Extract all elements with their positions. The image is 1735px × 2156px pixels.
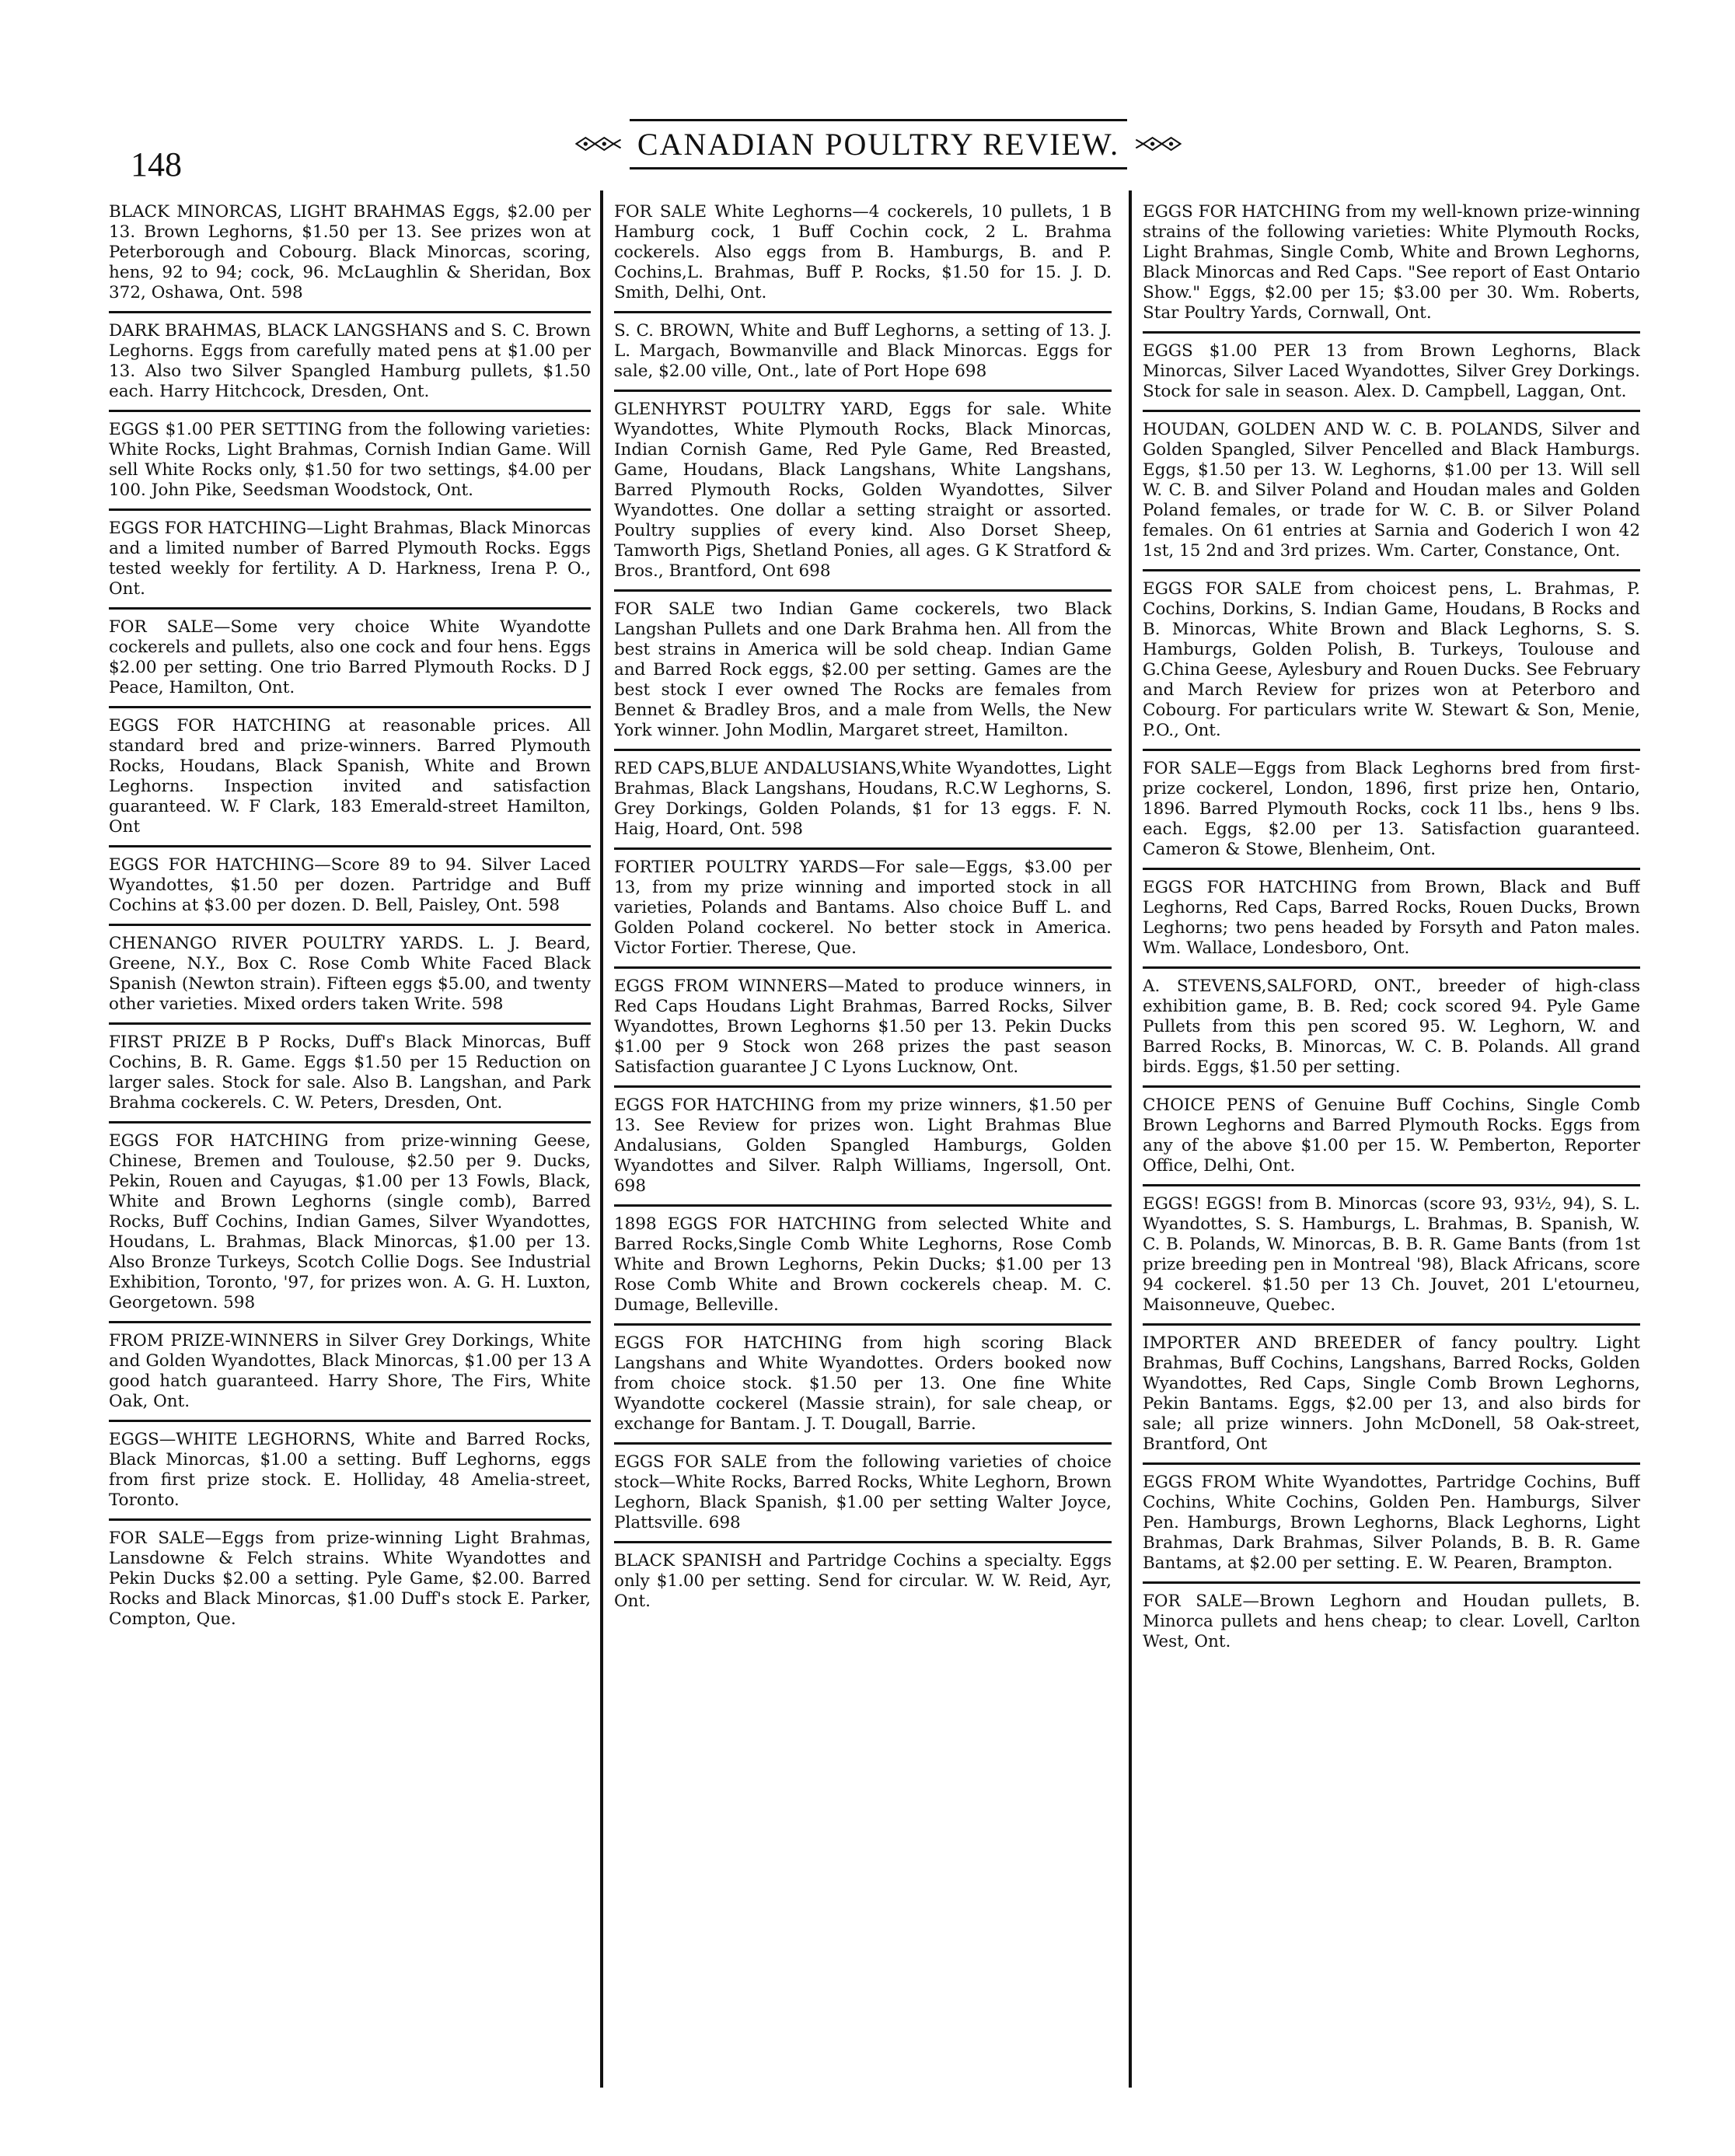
classified-ad: 1898 EGGS FOR HATCHING from selected White and Barred Rocks,Single Comb White Leghorns, Rose Comb White and Brown Leghorns, Pekin Ducks; $1.00 per 13 Rose Comb White and Brown cockerels cheap. M. C. Dumage, Belleville. [614,1207,1112,1326]
classified-ad: FOR SALE—Eggs from Black Leghorns bred from first-prize cockerel, London, 1896, first prize hen, Ontario, 1896. Barred Plymouth Rocks, cock 11 lbs., hens 9 lbs. each. Eggs, $2.00 per 13. Satisfaction guaranteed. Cameron & Stowe, Blenheim, Ont. [1143,751,1640,870]
classified-ad: DARK BRAHMAS, BLACK LANGSHANS and S. C. Brown Leghorns. Eggs from carefully mated pens at $1.00 per 13. Also two Silver Spangled Hamburg pullets, $1.50 each. Harry Hitchcock, Dresden, Ont. [109,313,591,412]
classified-ad: EGGS—WHITE LEGHORNS, White and Barred Rocks, Black Minorcas, $1.00 a setting. Buff Leghorns, eggs from first prize stock. E. Holliday, 48 Amelia-street, Toronto. [109,1422,591,1521]
column-divider [1129,190,1132,2088]
classified-ad: EGGS FOR HATCHING at reasonable prices. All standard bred and prize-winners. Barred Plymouth Rocks, Houdans, Black Spanish, White and Brown Leghorns. Inspection invited and satisfaction guaranteed. W. F Clark, 183 Emerald-street Hamilton, Ont [109,708,591,847]
classified-ad: S. C. BROWN, White and Buff Leghorns, a setting of 13. J. L. Margach, Bowmanville and Black Minorcas. Eggs for sale, $2.00 ville, Ont., late of Port Hope 698 [614,313,1112,392]
classified-ad: EGGS FOR SALE from the following varieties of choice stock—White Rocks, Barred Rocks, White Leghorn, Brown Leghorn, Black Spanish, $1.00 per setting Walter Joyce, Plattsville. 698 [614,1445,1112,1543]
classified-ad: EGGS FOR HATCHING—Light Brahmas, Black Minorcas and a limited number of Barred Plymouth Rocks. Eggs tested weekly for fertility. A D. Harkness, Irena P. O., Ont. [109,511,591,610]
classified-ad: BLACK SPANISH and Partridge Cochins a specialty. Eggs only $1.00 per setting. Send for circular. W. W. Reid, Ayr, Ont. [614,1551,1112,1611]
classified-ad: EGGS FOR HATCHING from my well-known prize-winning strains of the following varieties: White Plymouth Rocks, Light Brahmas, Single Comb, White and Brown Leghorns, Black Minorcas and Red Caps. "See report of East Ontario Show." Eggs, $2.00 per 15; $3.00 per 30. Wm. Roberts, Star Poultry Yards, Cornwall, Ont. [1143,194,1640,334]
classified-ad: EGGS FOR HATCHING from high scoring Black Langshans and White Wyandottes. Orders booked now from choice stock. $1.50 per 13. One fine White Wyandotte cockerel (Massie strain), for sale cheap, or exchange for Bantam. J. T. Dougall, Barrie. [614,1326,1112,1445]
classified-ad: EGGS FROM White Wyandottes, Partridge Cochins, Buff Cochins, White Cochins, Golden Pen. Hamburgs, Silver Pen. Hamburgs, Brown Leghorns, Black Leghorns, Light Brahmas, Dark Brahmas, Silver Polands, B. B. R. Game Bantams, at $2.00 per setting. E. W. Pearen, Brampton. [1143,1465,1640,1584]
classified-ad: GLENHYRST POULTRY YARD, Eggs for sale. White Wyandottes, White Plymouth Rocks, Black Minorcas, Indian Cornish Game, Red Pyle Game, Red Breasted, Game, Houdans, Black Langshans, White Langshans, Barred Plymouth Rocks, Golden Wyandottes, Silver Wyandottes. One dollar a setting straight or assorted. Poultry supplies of every kind. Also Dorset Sheep, Tamworth Pigs, Shetland Ponies, all ages. G K Stratford & Bros., Brantford, Ont 698 [614,392,1112,592]
column-2 [614,194,1112,2109]
masthead-title: CANADIAN POULTRY REVIEW. [630,119,1127,169]
classified-ad: EGGS $1.00 PER SETTING from the following varieties: White Rocks, Light Brahmas, Cornish Indian Game. Will sell White Rocks only, $1.50 for two settings, $4.00 per 100. John Pike, Seedsman Woodstock, Ont. [109,412,591,511]
classified-ad: FOR SALE—Brown Leghorn and Houdan pullets, B. Minorca pullets and hens cheap; to clear. Lovell, Carlton West, Ont. [1143,1592,1640,1651]
classified-ad: EGGS FOR HATCHING from prize-winning Geese, Chinese, Bremen and Toulouse, $2.50 per 9. Ducks, Pekin, Rouen and Cayugas, $1.00 per 13 Fowls, Black, White and Brown Leghorns (single comb), Barred Rocks, Buff Cochins, Indian Games, Silver Wyandottes, Houdans, L. Brahmas, Black Minorcas, $1.00 per 13. Also Bronze Turkeys, Scotch Collie Dogs. See Industrial Exhibition, Toronto, '97, for prizes won. A. G. H. Luxton, Georgetown. 598 [109,1123,591,1323]
page-number: 148 [131,145,182,183]
classified-ad: FOR SALE—Eggs from prize-winning Light Brahmas, Lansdowne & Felch strains. White Wyandottes and Pekin Ducks $2.00 a setting. Pyle Game, $2.00. Barred Rocks and Black Minorcas, $1.00 Duff's stock E. Parker, Compton, Que. [109,1529,591,1629]
classified-ad: EGGS FOR HATCHING—Score 89 to 94. Silver Laced Wyandottes, $1.50 per dozen. Partridge and Buff Cochins at $3.00 per dozen. D. Bell, Paisley, Ont. 598 [109,847,591,926]
masthead [575,109,1182,179]
classified-ad: CHENANGO RIVER POULTRY YARDS. L. J. Beard, Greene, N.Y., Box C. Rose Comb White Faced Black Spanish (Newton strain). Fifteen eggs $5.00, and twenty other varieties. Mixed orders taken Write. 598 [109,926,591,1025]
classified-ad: IMPORTER AND BREEDER of fancy poultry. Light Brahmas, Buff Cochins, Langshans, Barred Rocks, Golden Wyandottes, Red Caps, Single Comb Brown Leghorns, Pekin Bantams. Eggs, $2.00 per 13, and also birds for sale; all prize winners. John McDonell, 58 Oak-street, Brantford, Ont [1143,1326,1640,1465]
classified-ad: FOR SALE—Some very choice White Wyandotte cockerels and pullets, also one cock and four hens. Eggs $2.00 per setting. One trio Barred Plymouth Rocks. D J Peace, Hamilton, Ont. [109,610,591,708]
classified-ad: EGGS $1.00 PER 13 from Brown Leghorns, Black Minorcas, Silver Laced Wyandottes, Silver Grey Dorkings. Stock for sale in season. Alex. D. Campbell, Laggan, Ont. [1143,334,1640,412]
classified-ad: CHOICE PENS of Genuine Buff Cochins, Single Comb Brown Leghorns and Barred Plymouth Rocks. Eggs from any of the above $1.00 per 15. W. Pemberton, Reporter Office, Delhi, Ont. [1143,1088,1640,1186]
classified-ad: A. STEVENS,SALFORD, ONT., breeder of high-class exhibition game, B. B. Red; cock scored 94. Pyle Game Pullets from this pen scored 95. W. Leghorn, W. and Barred Rocks, B. Minorcas, W. C. B. Polands. All grand birds. Eggs, $1.50 per setting. [1143,969,1640,1088]
classified-ad: RED CAPS,BLUE ANDALUSIANS,White Wyandottes, Light Brahmas, Black Langshans, Houdans, R.C.W Leghorns, S. Grey Dorkings, Golden Polands, $1 for 13 eggs. F. N. Haig, Hoard, Ont. 598 [614,751,1112,850]
classified-ad: FIRST PRIZE B P Rocks, Duff's Black Minorcas, Buff Cochins, B. R. Game. Eggs $1.50 per 15 Reduction on larger sales. Stock for sale. Also B. Langshan, and Park Brahma cockerels. C. W. Peters, Dresden, Ont. [109,1025,591,1123]
classified-ad: BLACK MINORCAS, LIGHT BRAHMAS Eggs, $2.00 per 13. Brown Leghorns, $1.50 per 13. See prizes won at Peterborough and Cobourg. Black Minorcas, scoring, hens, 92 to 94; cock, 96. McLaughlin & Sheridan, Box 372, Oshawa, Ont. 598 [109,194,591,313]
classified-ad: EGGS FROM WINNERS—Mated to produce winners, in Red Caps Houdans Light Brahmas, Barred Rocks, Silver Wyandottes, Brown Leghorns $1.50 per 13. Pekin Ducks $1.00 per 9 Stock won 268 prizes the past season Satisfaction guarantee J C Lyons Lucknow, Ont. [614,969,1112,1088]
right-ornament-icon [1135,128,1182,159]
classified-ad: FOR SALE White Leghorns—4 cockerels, 10 pullets, 1 B Hamburg cock, 1 Buff Cochin cock, 2 L. Brahma cockerels. Also eggs from B. Hamburgs, B. and P. Cochins,L. Brahmas, Buff P. Rocks, $1.50 for 15. J. D. Smith, Delhi, Ont. [614,194,1112,313]
column-1 [109,194,591,2109]
column-3 [1143,194,1640,2109]
classified-ad: FOR SALE two Indian Game cockerels, two Black Langshan Pullets and one Dark Brahma hen. All from the best strains in America will be sold cheap. Indian Game and Barred Rock eggs, $2.00 per setting. Games are the best stock I ever owned The Rocks are females from Bennet & Bradley Bros, and a male from Wells, the New York winner. John Modlin, Margaret street, Hamilton. [614,592,1112,751]
classified-ad: FORTIER POULTRY YARDS—For sale—Eggs, $3.00 per 13, from my prize winning and imported stock in all varieties, Polands and Bantams. Also choice Buff L. and Golden Poland cockerel. No better stock in America. Victor Fortier. Therese, Que. [614,850,1112,969]
classified-ad: EGGS! EGGS! from B. Minorcas (score 93, 93½, 94), S. L. Wyandottes, S. S. Hamburgs, L. Brahmas, B. Spanish, W. C. B. Polands, W. Minorcas, B. B. R. Game Bants (from 1st prize breeding pen in Montreal '98), Black Africans, score 94 cockerel. $1.50 per 13 Ch. Jouvet, 201 L'etourneu, Maisonneuve, Quebec. [1143,1186,1640,1326]
column-divider [600,190,603,2088]
classified-ad: FROM PRIZE-WINNERS in Silver Grey Dorkings, White and Golden Wyandottes, Black Minorcas, $1.00 per 13 A good hatch guaranteed. Harry Shore, The Firs, White Oak, Ont. [109,1323,591,1422]
classified-ad: EGGS FOR HATCHING from my prize winners, $1.50 per 13. See Review for prizes won. Light Brahmas Blue Andalusians, Golden Spangled Hamburgs, Golden Wyandottes and Silver. Ralph Williams, Ingersoll, Ont. 698 [614,1088,1112,1207]
classified-ad: EGGS FOR SALE from choicest pens, L. Brahmas, P. Cochins, Dorkins, S. Indian Game, Houdans, B Rocks and B. Minorcas, White Brown and Black Leghorns, S. S. Hamburgs, Golden Polish, B. Turkeys, Toulouse and G.China Geese, Aylesbury and Rouen Ducks. See February and March Review for prizes won at Peterboro and Cobourg. For particulars write W. Stewart & Son, Menie, P.O., Ont. [1143,571,1640,751]
left-ornament-icon [575,128,622,159]
classified-ad: HOUDAN, GOLDEN AND W. C. B. POLANDS, Silver and Golden Spangled, Silver Pencelled and Black Hamburgs. Eggs, $1.50 per 13. W. Leghorns, $1.00 per 13. Will sell W. C. B. and Silver Poland and Houdan males and Golden Poland females, or trade for W. C. B. or Silver Poland females. On 61 entries at Sarnia and Goderich I won 42 1st, 15 2nd and 3rd prizes. Wm. Carter, Constance, Ont. [1143,412,1640,571]
classified-ad: EGGS FOR HATCHING from Brown, Black and Buff Leghorns, Red Caps, Barred Rocks, Rouen Ducks, Brown Leghorns; two pens headed by Forsyth and Paton males. Wm. Wallace, Londesboro, Ont. [1143,870,1640,969]
